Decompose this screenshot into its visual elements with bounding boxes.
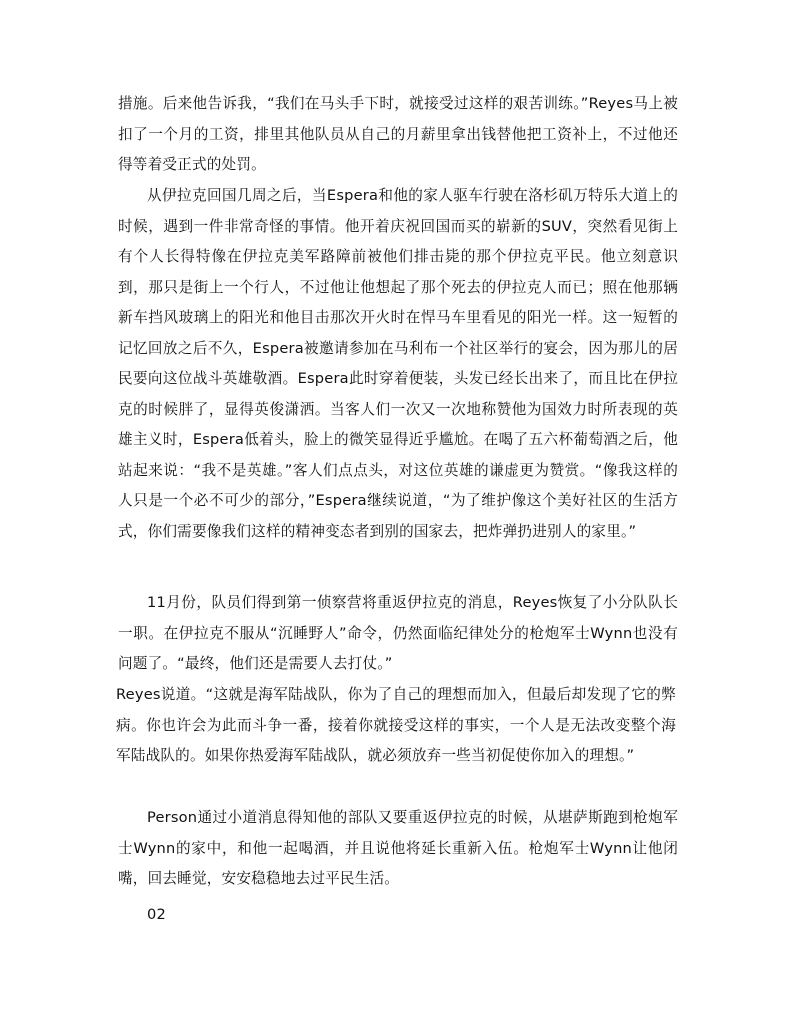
- paragraph-reyes-marines-quote: Reyes说道。“这就是海军陆战队，你为了自己的理想而加入，但最后却发现了它的弊病。你也许会为此而斗争一番，接着你就接受这样的事实，一个人是无法改变整个海军陆战队的。如果你热爱海军陆战队，就必须放弃一些当初促使你加入的理想。”: [116, 686, 676, 764]
- paragraph-return-to-iraq-news: 11月份，队员们得到第一侦察营将重返伊拉克的消息，Reyes恢复了小分队队长一职。在伊拉克不服从“沉睡野人”命令，仍然面临纪律处分的枪炮军士Wynn也没有问题了。“最终，他们还是需要人去打仗。”: [118, 594, 678, 672]
- paragraph-person-reenlist: Person通过小道消息得知他的部队又要重返伊拉克的时候，从堪萨斯跑到枪炮军士Wynn的家中，和他一起喝酒，并且说他将延长重新入伍。枪炮军士Wynn让他闭嘴，回去睡觉，安安稳稳地去过平民生活。: [118, 809, 678, 887]
- paragraph-reyes-pay-docked: 措施。后来他告诉我，“我们在马头手下时，就接受过这样的艰苦训练。”Reyes马上被扣了一个月的工资，排里其他队员从自己的月薪里拿出钱替他把工资补上，不过他还得等着受正式的处罚。: [118, 95, 678, 173]
- section-number: 02: [147, 906, 166, 923]
- paragraph-espera-return-home: 从伊拉克回国几周之后，当Espera和他的家人驱车行驶在洛杉矶万特乐大道上的时候，遇到一件非常奇怪的事情。他开着庆祝回国而买的崭新的SUV，突然看见街上有个人长得特像在伊拉克美军路障前被他们排击毙的那个伊拉克平民。他立刻意识到，那只是街上一个行人，不过他让他想起了那个死去的伊拉克人而已；照在他那辆新车挡风玻璃上的阳光和他目击那次开火时在悍马车里看见的阳光一样。这一短暂的记忆回放之后不久，Espera被邀请参加在马利布一个社区举行的宴会，因为那儿的居民要向这位战斗英雄敬酒。Espera此时穿着便装，头发已经长出来了，而且比在伊拉克的时候胖了，显得英俊潇洒。当客人们一次又一次地称赞他为国效力时所表现的英雄主义时，Espera低着头，脸上的微笑显得近乎尴尬。在喝了五六杯葡萄酒之后，他站起来说：“我不是英雄。”客人们点点头，对这位英雄的谦虚更为赞赏。“像我这样的人只是一个必不可少的部分，”Espera继续说道，“为了维护像这个美好社区的生活方式，你们需要像我们这样的精神变态者到别的国家去，把炸弹扔进别人的家里。”: [118, 187, 678, 540]
